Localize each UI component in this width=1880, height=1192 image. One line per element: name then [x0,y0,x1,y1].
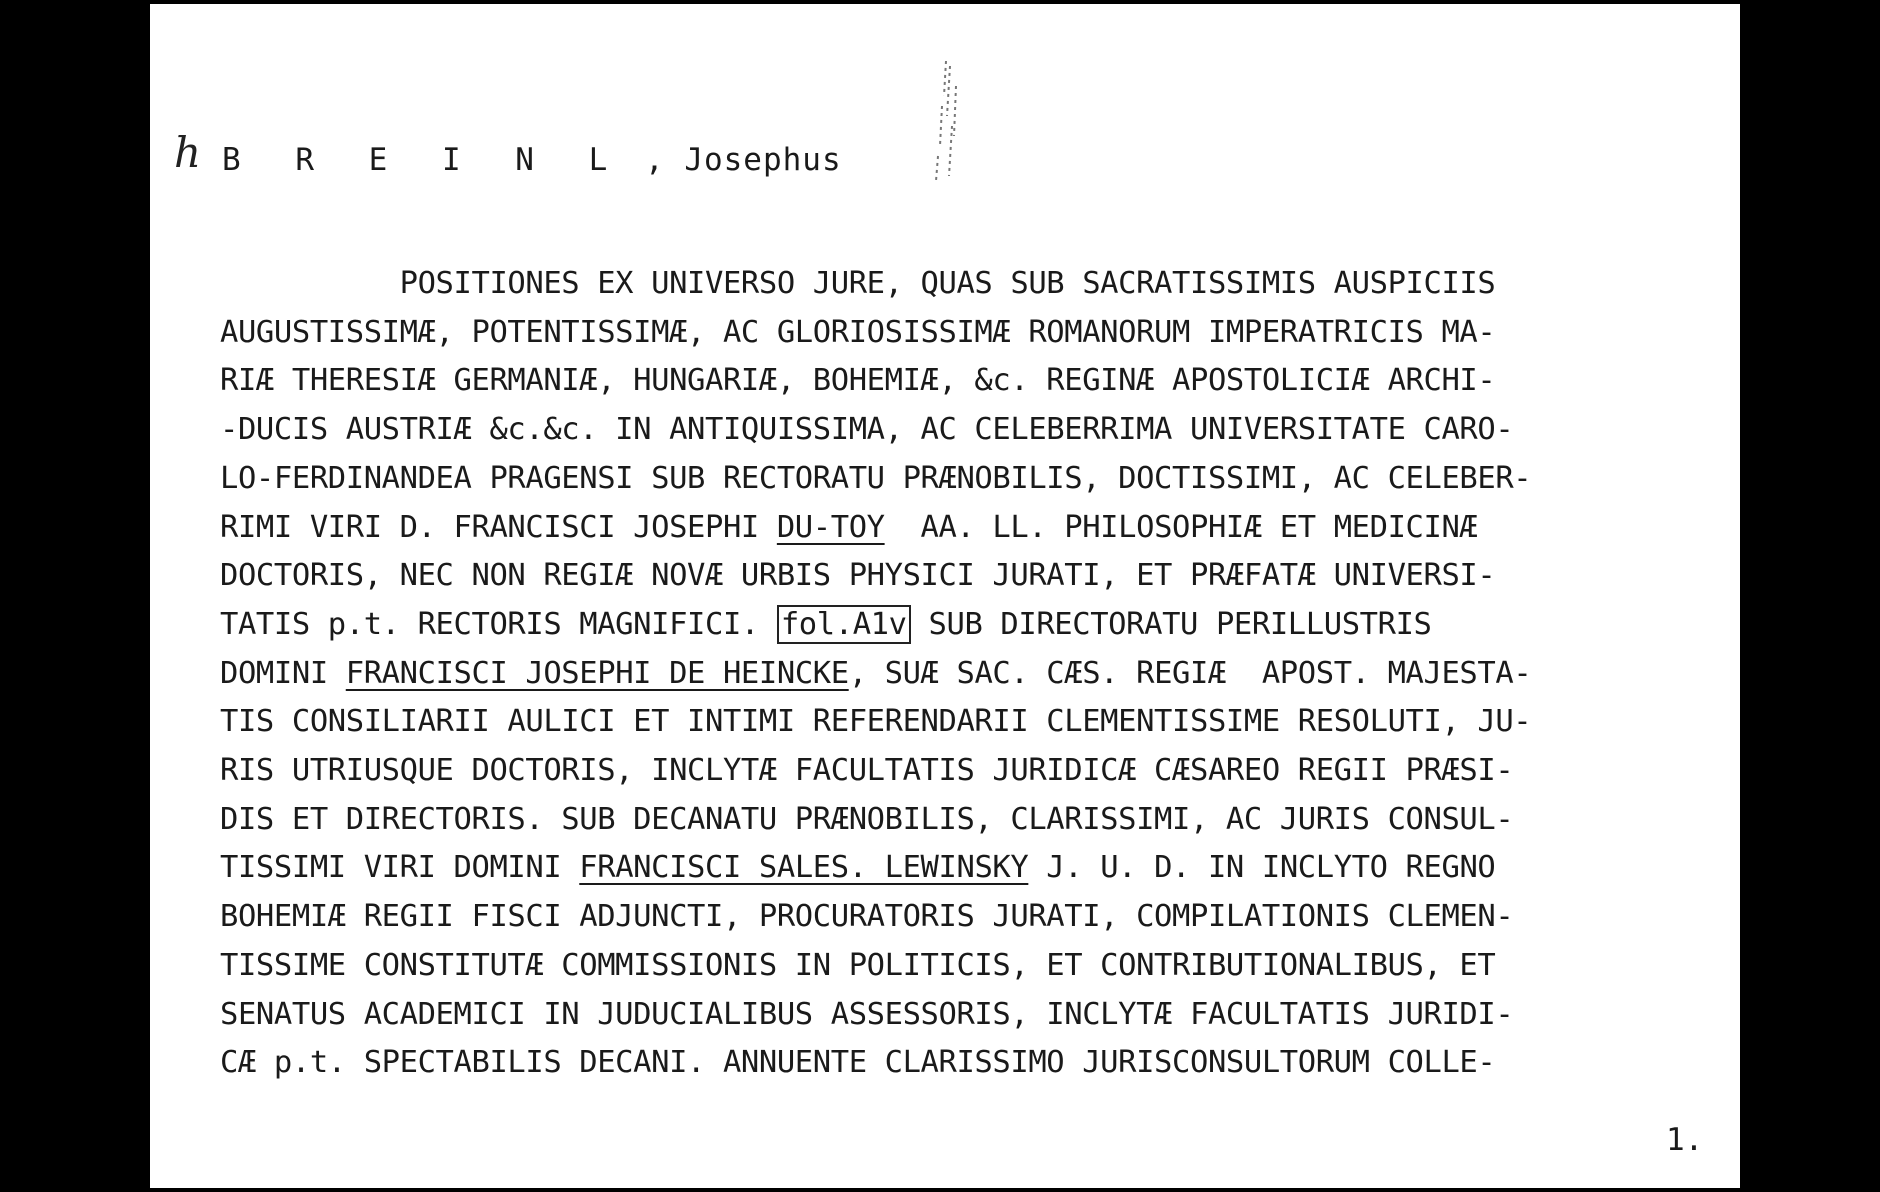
body-paragraph [220,260,1531,1088]
handwritten-margin-mark: h [174,128,202,177]
text-line [220,601,1531,650]
text-segment: DOMINI [220,655,346,691]
underlined-name-lewinsky: FRANCISCI SALES. LEWINSKY [579,850,1029,886]
text-line: -DUCIS AUSTRIÆ &c.&c. IN ANTIQUISSIMA, AC CELEBERRIMA UNIVERSITATE CARO- [220,412,1514,448]
text-line [220,844,1531,893]
text-line: RIÆ THERESIÆ GERMANIÆ, HUNGARIÆ, BOHEMIÆ, &c. REGINÆ APOSTOLICIÆ ARCHI- [220,363,1496,399]
document-heading [222,142,842,178]
document-page [150,4,1740,1188]
heading-separator: , [625,142,665,178]
text-line: RIS UTRIUSQUE DOCTORIS, INCLYTÆ FACULTATIS JURIDICÆ CÆSAREO REGII PRÆSI- [220,753,1514,789]
page-number: 1. [1666,1122,1704,1158]
text-segment: AA. LL. PHILOSOPHIÆ ET MEDICINÆ [884,509,1478,545]
text-line: SENATUS ACADEMICI IN JUDUCIALIBUS ASSESSORIS, INCLYTÆ FACULTATIS JURIDI- [220,996,1514,1032]
text-line [220,504,1531,553]
text-line: DOCTORIS, NEC NON REGIÆ NOVÆ URBIS PHYSICI JURATI, ET PRÆFATÆ UNIVERSI- [220,558,1496,594]
folio-reference: fol.A1v [777,605,911,644]
heading-given-name: Josephus [684,142,842,178]
text-line: CÆ p.t. SPECTABILIS DECANI. ANNUENTE CLARISSIMO JURISCONSULTORUM COLLE- [220,1045,1496,1081]
text-segment: SUB DIRECTORATU PERILLUSTRIS [910,606,1432,642]
text-line: TIS CONSILIARII AULICI ET INTIMI REFERENDARII CLEMENTISSIME RESOLUTI, JU- [220,704,1532,740]
text-line: BOHEMIÆ REGII FISCI ADJUNCTI, PROCURATORIS JURATI, COMPILATIONIS CLEMEN- [220,899,1514,935]
pencil-scribble-mark [916,56,976,186]
text-line: POSITIONES EX UNIVERSO JURE, QUAS SUB SACRATISSIMIS AUSPICIIS [220,266,1496,301]
text-segment: J. U. D. IN INCLYTO REGNO [1028,850,1496,886]
underlined-name-heincke: FRANCISCI JOSEPHI DE HEINCKE [345,655,849,691]
underlined-name-dutoy: DU-TOY [776,509,885,545]
text-segment: , SUÆ SAC. CÆS. REGIÆ APOST. MAJESTA- [848,655,1532,691]
text-segment: TISSIMI VIRI DOMINI [220,850,580,886]
text-line: AUGUSTISSIMÆ, POTENTISSIMÆ, AC GLORIOSISSIMÆ ROMANORUM IMPERATRICIS MA- [220,314,1496,350]
text-line: DIS ET DIRECTORIS. SUB DECANATU PRÆNOBILIS, CLARISSIMI, AC JURIS CONSUL- [220,801,1514,837]
text-segment: TATIS p.t. RECTORIS MAGNIFICI. [220,606,777,642]
text-line: TISSIME CONSTITUTÆ COMMISSIONIS IN POLITICIS, ET CONTRIBUTIONALIBUS, ET [220,947,1496,983]
heading-surname: B R E I N L [222,142,626,178]
text-line: LO-FERDINANDEA PRAGENSI SUB RECTORATU PRÆNOBILIS, DOCTISSIMI, AC CELEBER- [220,460,1532,496]
text-line [220,650,1531,699]
text-segment: RIMI VIRI D. FRANCISCI JOSEPHI [220,509,777,545]
